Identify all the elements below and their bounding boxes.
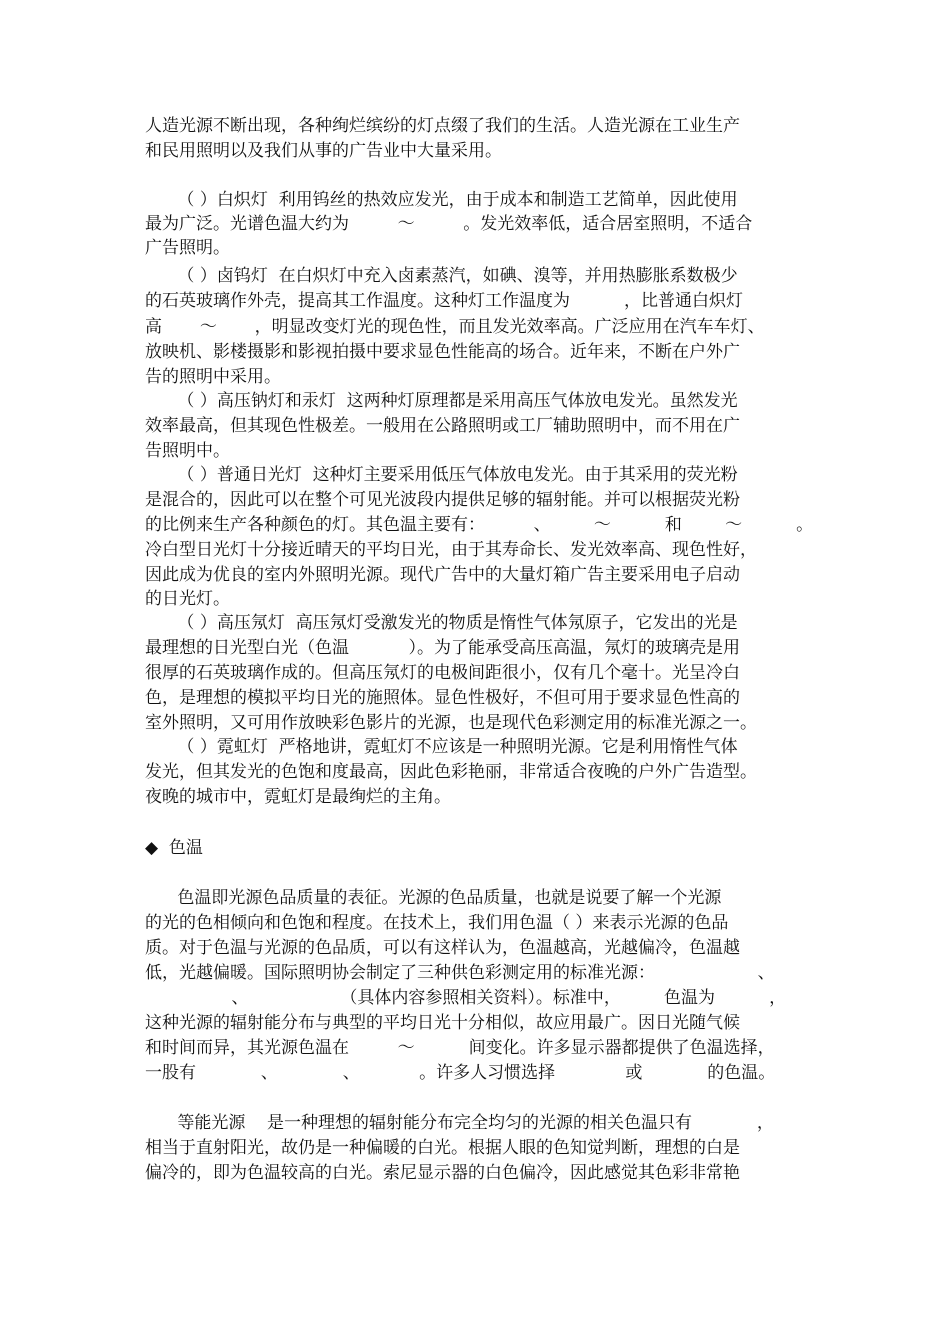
- lamp-paragraph-line: 的日光灯。: [145, 589, 230, 609]
- color-temp-line: 低，光越偏暖。国际照明协会制定了三种供色彩测定用的标准光源： 、: [145, 963, 775, 983]
- lamp-paragraph-line: （ ）高压钠灯和汞灯 这两种灯原理都是采用高压气体放电发光。虽然发光: [145, 391, 738, 411]
- color-temp-line: 、 （具体内容参照相关资料）。标准中， 色温为 ，: [145, 988, 787, 1008]
- intro-line: 和民用照明以及我们从事的广告业中大量采用。: [145, 141, 502, 161]
- lamp-paragraph-line: 放映机、影楼摄影和影视拍摄中要求显色性能高的场合。近年来，不断在户外广: [145, 342, 740, 362]
- lamp-paragraph-line: 的石英玻璃作外壳，提高其工作温度。这种灯工作温度为 ，比普通白炽灯: [145, 291, 744, 311]
- color-temp-line: 一股有 、 、 。许多人习惯选择 或 的色温。: [145, 1063, 776, 1083]
- lamp-paragraph-line: 效率最高，但其现色性极差。一般用在公路照明或工厂辅助照明中，而不用在广: [145, 416, 740, 436]
- lamp-paragraph-line: 夜晚的城市中，霓虹灯是最绚烂的主角。: [145, 787, 451, 807]
- lamp-paragraph-line: （ ）霓虹灯 严格地讲，霓虹灯不应该是一种照明光源。它是利用惰性气体: [145, 737, 738, 757]
- lamp-paragraph-line: 色，是理想的模拟平均日光的施照体。显色性极好，不但可用于要求显色性高的: [145, 688, 740, 708]
- color-temp-line: 质。对于色温与光源的色品质，可以有这样认为，色温越高，光越偏冷，色温越: [145, 938, 740, 958]
- lamp-paragraph-line: 冷白型日光灯十分接近晴天的平均日光，由于其寿命长、发光效率高、现色性好，: [145, 540, 757, 560]
- intro-line: 人造光源不断出现，各种绚烂缤纷的灯点缀了我们的生活。人造光源在工业生产: [145, 116, 740, 136]
- lamp-paragraph-line: （ ）普通日光灯 这种灯主要采用低压气体放电发光。由于其采用的荧光粉: [145, 465, 738, 485]
- lamp-paragraph-line: 发光，但其发光的色饱和度最高，因此色彩艳丽，非常适合夜晚的户外广告造型。: [145, 762, 757, 782]
- lamp-paragraph-line: 高 ～ ，明显改变灯光的现色性，而且发光效率高。广泛应用在汽车车灯、: [145, 317, 765, 337]
- lamp-paragraph-line: （ ）卤钨灯 在白炽灯中充入卤素蒸汽，如碘、溴等，并用热膨胀系数极少: [145, 266, 738, 286]
- lamp-paragraph-line: 告照明中。: [145, 441, 230, 461]
- color-temp-line: 和时间而异，其光源色温在 ～ 间变化。许多显示器都提供了色温选择，: [145, 1038, 775, 1058]
- color-temp-line: 色温即光源色品质量的表征。光源的色品质量，也就是说要了解一个光源: [145, 888, 722, 908]
- equal-energy-line: 相当于直射阳光，故仍是一种偏暖的白光。根据人眼的色知觉判断，理想的白是: [145, 1138, 740, 1158]
- lamp-paragraph-line: （ ）白炽灯 利用钨丝的热效应发光，由于成本和制造工艺简单，因此使用: [145, 190, 738, 210]
- lamp-paragraph-line: （ ）高压氖灯 高压氖灯受激发光的物质是惰性气体氖原子，它发出的光是: [145, 613, 738, 633]
- equal-energy-line: 偏冷的，即为色温较高的白光。索尼显示器的白色偏冷，因此感觉其色彩非常艳: [145, 1163, 740, 1183]
- lamp-paragraph-line: 最理想的日光型白光（色温 ）。为了能承受高压高温，氖灯的玻璃壳是用: [145, 638, 740, 658]
- lamp-paragraph-line: 很厚的石英玻璃作成的。但高压氖灯的电极间距很小，仅有几个毫十。光呈冷白: [145, 663, 740, 683]
- lamp-paragraph-line: 最为广泛。光谱色温大约为 ～ 。发光效率低，适合居室照明，不适合: [145, 214, 753, 234]
- lamp-paragraph-line: 告的照明中采用。: [145, 367, 281, 387]
- color-temp-line: 这种光源的辐射能分布与典型的平均日光十分相似，故应用最广。因日光随气候: [145, 1013, 740, 1033]
- lamp-paragraph-line: 室外照明，又可用作放映彩色影片的光源，也是现代色彩测定用的标准光源之一。: [145, 713, 757, 733]
- lamp-paragraph-line: 因此成为优良的室内外照明光源。现代广告中的大量灯箱广告主要采用电子启动: [145, 565, 740, 585]
- lamp-paragraph-line: 是混合的，因此可以在整个可见光波段内提供足够的辐射能。并可以根据荧光粉: [145, 490, 740, 510]
- section-heading: ◆ 色温: [145, 838, 203, 858]
- color-temp-line: 的光的色相倾向和色饱和程度。在技术上，我们用色温（ ）来表示光源的色品: [145, 913, 729, 933]
- lamp-paragraph-line: 的比例来生产各种颜色的灯。其色温主要有： 、 ～ 和 ～ 。: [145, 515, 814, 535]
- lamp-paragraph-line: 广告照明。: [145, 238, 230, 258]
- equal-energy-line: 等能光源 是一种理想的辐射能分布完全均匀的光源的相关色温只有 ，: [145, 1113, 774, 1133]
